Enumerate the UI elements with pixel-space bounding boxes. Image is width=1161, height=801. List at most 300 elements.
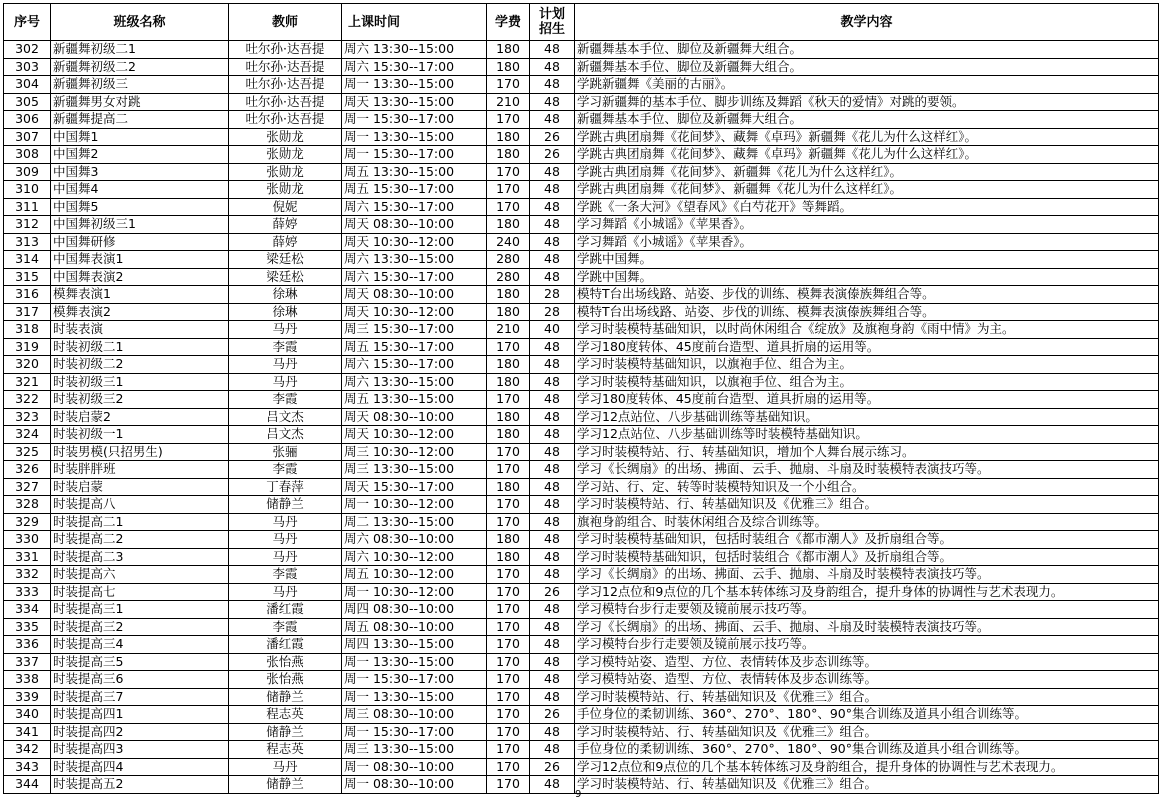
cell-class-name: 中国舞初级三1: [51, 216, 229, 234]
cell-fee: 170: [487, 618, 530, 636]
cell-class-name: 中国舞表演1: [51, 251, 229, 269]
cell-fee: 180: [487, 548, 530, 566]
cell-time: 周五 15:30--17:00: [342, 181, 487, 199]
cell-teacher: 吐尔孙·达吾提: [229, 41, 342, 59]
cell-fee: 280: [487, 251, 530, 269]
cell-fee: 180: [487, 58, 530, 76]
cell-fee: 170: [487, 636, 530, 654]
cell-class-name: 新疆舞初级二2: [51, 58, 229, 76]
cell-quota: 48: [530, 216, 575, 234]
cell-fee: 170: [487, 513, 530, 531]
cell-fee: 180: [487, 146, 530, 164]
cell-quota: 26: [530, 128, 575, 146]
cell-teacher: 吐尔孙·达吾提: [229, 58, 342, 76]
table-row: [4, 408, 1159, 426]
cell-class-name: 时装提高二3: [51, 548, 229, 566]
cell-class-name: 时装提高三7: [51, 688, 229, 706]
cell-class-name: 中国舞4: [51, 181, 229, 199]
cell-quota: 48: [530, 653, 575, 671]
cell-fee: 170: [487, 496, 530, 514]
cell-time: 周一 15:30--17:00: [342, 146, 487, 164]
cell-fee: 180: [487, 41, 530, 59]
cell-fee: 170: [487, 391, 530, 409]
cell-teacher: 张勋龙: [229, 181, 342, 199]
cell-time: 周六 15:30--17:00: [342, 356, 487, 374]
cell-fee: 170: [487, 181, 530, 199]
cell-time: 周天 08:30--10:00: [342, 216, 487, 234]
cell-time: 周六 08:30--10:00: [342, 531, 487, 549]
cell-content: 学跳新疆舞《美丽的古丽》。: [575, 76, 1159, 94]
cell-fee: 170: [487, 111, 530, 129]
cell-quota: 26: [530, 583, 575, 601]
table-row: [4, 58, 1159, 76]
table-row: [4, 706, 1159, 724]
cell-teacher: 张勋龙: [229, 146, 342, 164]
cell-id: 318: [4, 321, 51, 339]
cell-fee: 180: [487, 286, 530, 304]
cell-class-name: 时装初级一1: [51, 426, 229, 444]
cell-quota: 48: [530, 688, 575, 706]
cell-id: 317: [4, 303, 51, 321]
cell-class-name: 模舞表演1: [51, 286, 229, 304]
table-row: [4, 163, 1159, 181]
cell-fee: 170: [487, 566, 530, 584]
table-row: [4, 443, 1159, 461]
cell-time: 周天 10:30--12:00: [342, 426, 487, 444]
cell-class-name: 时装提高四1: [51, 706, 229, 724]
cell-time: 周天 08:30--10:00: [342, 286, 487, 304]
cell-id: 311: [4, 198, 51, 216]
table-row: [4, 111, 1159, 129]
cell-quota: 48: [530, 251, 575, 269]
cell-id: 335: [4, 618, 51, 636]
cell-content: 学习模特台步行走要领及镜前展示技巧等。: [575, 601, 1159, 619]
cell-time: 周一 08:30--10:00: [342, 776, 487, 794]
cell-id: 339: [4, 688, 51, 706]
cell-class-name: 时装初级三2: [51, 391, 229, 409]
cell-time: 周天 10:30--12:00: [342, 233, 487, 251]
cell-teacher: 马丹: [229, 758, 342, 776]
cell-content: 学习《长绸扇》的出场、拂面、云手、抛扇、斗扇及时装模特表演技巧等。: [575, 566, 1159, 584]
cell-content: 新疆舞基本手位、脚位及新疆舞大组合。: [575, 41, 1159, 59]
table-row: [4, 723, 1159, 741]
cell-class-name: 时装提高三2: [51, 618, 229, 636]
cell-quota: 48: [530, 111, 575, 129]
cell-teacher: 储静兰: [229, 776, 342, 794]
cell-id: 302: [4, 41, 51, 59]
cell-teacher: 储静兰: [229, 496, 342, 514]
table-row: [4, 233, 1159, 251]
cell-class-name: 时装提高三6: [51, 671, 229, 689]
table-row: [4, 338, 1159, 356]
cell-teacher: 吕文杰: [229, 408, 342, 426]
table-row: [4, 146, 1159, 164]
cell-class-name: 时装提高二1: [51, 513, 229, 531]
cell-fee: 180: [487, 531, 530, 549]
table-row: [4, 601, 1159, 619]
cell-class-name: 时装启蒙2: [51, 408, 229, 426]
header-row: [4, 4, 1159, 41]
cell-id: 324: [4, 426, 51, 444]
cell-class-name: 中国舞1: [51, 128, 229, 146]
cell-fee: 180: [487, 408, 530, 426]
table-row: [4, 356, 1159, 374]
cell-content: 学跳古典团扇舞《花间梦》、新疆舞《花儿为什么这样红》。: [575, 181, 1159, 199]
cell-fee: 180: [487, 373, 530, 391]
cell-id: 309: [4, 163, 51, 181]
cell-class-name: 时装初级二2: [51, 356, 229, 374]
cell-content: 学习时装模特站、行、转基础知识及《优雅三》组合。: [575, 723, 1159, 741]
table-row: [4, 198, 1159, 216]
cell-time: 周五 13:30--15:00: [342, 163, 487, 181]
cell-quota: 48: [530, 268, 575, 286]
cell-teacher: 丁春萍: [229, 478, 342, 496]
cell-id: 341: [4, 723, 51, 741]
cell-time: 周天 15:30--17:00: [342, 478, 487, 496]
cell-class-name: 时装提高二2: [51, 531, 229, 549]
cell-fee: 170: [487, 653, 530, 671]
cell-content: 学习时装模特基础知识，以旗袍手位、组合为主。: [575, 356, 1159, 374]
cell-teacher: 李霞: [229, 566, 342, 584]
cell-quota: 48: [530, 566, 575, 584]
cell-class-name: 时装提高三5: [51, 653, 229, 671]
cell-time: 周一 10:30--12:00: [342, 583, 487, 601]
cell-content: 学跳古典团扇舞《花间梦》、藏舞《卓玛》新疆舞《花儿为什么这样红》。: [575, 146, 1159, 164]
cell-content: 学习时装模特基础知识，以时尚休闲组合《绽放》及旗袍身韵《雨中情》为主。: [575, 321, 1159, 339]
cell-content: 学习180度转体、45度前台造型、道具折扇的运用等。: [575, 391, 1159, 409]
cell-id: 344: [4, 776, 51, 794]
cell-id: 325: [4, 443, 51, 461]
cell-teacher: 马丹: [229, 531, 342, 549]
cell-quota: 48: [530, 601, 575, 619]
cell-teacher: 吐尔孙·达吾提: [229, 111, 342, 129]
cell-teacher: 吐尔孙·达吾提: [229, 76, 342, 94]
cell-quota: 48: [530, 723, 575, 741]
cell-time: 周六 13:30--15:00: [342, 251, 487, 269]
cell-fee: 180: [487, 128, 530, 146]
cell-id: 306: [4, 111, 51, 129]
cell-teacher: 吕文杰: [229, 426, 342, 444]
cell-teacher: 张骊: [229, 443, 342, 461]
cell-id: 337: [4, 653, 51, 671]
cell-quota: 48: [530, 181, 575, 199]
cell-teacher: 潘红霞: [229, 601, 342, 619]
cell-content: 旗袍身韵组合、时装休闲组合及综合训练等。: [575, 513, 1159, 531]
table-row: [4, 583, 1159, 601]
cell-time: 周三 13:30--15:00: [342, 461, 487, 479]
table-row: [4, 478, 1159, 496]
cell-time: 周一 10:30--12:00: [342, 496, 487, 514]
table-row: [4, 373, 1159, 391]
cell-time: 周六 15:30--17:00: [342, 198, 487, 216]
cell-content: 学习时装模特站、行、转基础知识及《优雅三》组合。: [575, 496, 1159, 514]
cell-time: 周一 15:30--17:00: [342, 723, 487, 741]
cell-content: 学习12点位和9点位的几个基本转体练习及身韵组合，提升身体的协调性与艺术表现力。: [575, 583, 1159, 601]
cell-content: 新疆舞基本手位、脚位及新疆舞大组合。: [575, 111, 1159, 129]
table-row: [4, 496, 1159, 514]
cell-time: 周六 15:30--17:00: [342, 268, 487, 286]
cell-content: 学习时装模特站、行、转基础知识及《优雅三》组合。: [575, 776, 1159, 794]
cell-quota: 48: [530, 548, 575, 566]
cell-teacher: 李霞: [229, 618, 342, 636]
table-row: [4, 268, 1159, 286]
cell-time: 周三 13:30--15:00: [342, 741, 487, 759]
cell-teacher: 张勋龙: [229, 128, 342, 146]
table-row: [4, 181, 1159, 199]
cell-time: 周五 10:30--12:00: [342, 566, 487, 584]
cell-quota: 48: [530, 496, 575, 514]
cell-id: 333: [4, 583, 51, 601]
cell-class-name: 时装男模(只招男生): [51, 443, 229, 461]
cell-time: 周一 13:30--15:00: [342, 653, 487, 671]
cell-time: 周天 13:30--15:00: [342, 93, 487, 111]
cell-content: 学跳古典团扇舞《花间梦》、新疆舞《花儿为什么这样红》。: [575, 163, 1159, 181]
cell-time: 周一 13:30--15:00: [342, 128, 487, 146]
cell-class-name: 新疆舞提高二: [51, 111, 229, 129]
header-quota-line1: 计划: [538, 7, 565, 22]
table-row: [4, 41, 1159, 59]
table-row: [4, 461, 1159, 479]
cell-content: 学习《长绸扇》的出场、拂面、云手、抛扇、斗扇及时装模特表演技巧等。: [575, 461, 1159, 479]
course-table: [3, 3, 1159, 794]
cell-content: 学习时装模特站、行、转基础知识及《优雅三》组合。: [575, 688, 1159, 706]
header-id: 序号: [4, 4, 51, 41]
cell-id: 321: [4, 373, 51, 391]
cell-fee: 170: [487, 776, 530, 794]
table-row: [4, 321, 1159, 339]
cell-fee: 170: [487, 706, 530, 724]
cell-teacher: 马丹: [229, 548, 342, 566]
header-quota-line2: 招生: [538, 22, 565, 37]
table-row: [4, 548, 1159, 566]
cell-id: 310: [4, 181, 51, 199]
cell-id: 340: [4, 706, 51, 724]
cell-id: 331: [4, 548, 51, 566]
table-row: [4, 618, 1159, 636]
cell-class-name: 新疆舞初级二1: [51, 41, 229, 59]
cell-content: 模特T台出场线路、站姿、步伐的训练、模舞表演傣族舞组合等。: [575, 286, 1159, 304]
table-row: [4, 513, 1159, 531]
cell-time: 周一 15:30--17:00: [342, 671, 487, 689]
cell-id: 315: [4, 268, 51, 286]
cell-teacher: 张怡燕: [229, 653, 342, 671]
cell-content: 学习时装模特基础知识，包括时装组合《都市潮人》及折扇组合等。: [575, 548, 1159, 566]
cell-teacher: 李霞: [229, 338, 342, 356]
cell-teacher: 储静兰: [229, 723, 342, 741]
cell-content: 学习时装模特站、行、转基础知识，增加个人舞台展示练习。: [575, 443, 1159, 461]
cell-time: 周六 13:30--15:00: [342, 373, 487, 391]
cell-time: 周天 10:30--12:00: [342, 303, 487, 321]
cell-quota: 48: [530, 163, 575, 181]
cell-quota: 48: [530, 408, 575, 426]
cell-id: 313: [4, 233, 51, 251]
cell-quota: 48: [530, 513, 575, 531]
cell-fee: 170: [487, 601, 530, 619]
cell-fee: 170: [487, 461, 530, 479]
header-quota: [530, 4, 575, 41]
cell-fee: 170: [487, 758, 530, 776]
cell-quota: 28: [530, 286, 575, 304]
cell-quota: 48: [530, 93, 575, 111]
table-row: [4, 653, 1159, 671]
cell-teacher: 梁廷松: [229, 251, 342, 269]
cell-time: 周一 15:30--17:00: [342, 111, 487, 129]
table-row: [4, 531, 1159, 549]
cell-time: 周五 13:30--15:00: [342, 391, 487, 409]
cell-class-name: 模舞表演2: [51, 303, 229, 321]
cell-quota: 48: [530, 356, 575, 374]
table-row: [4, 741, 1159, 759]
table-row: [4, 303, 1159, 321]
cell-class-name: 时装提高八: [51, 496, 229, 514]
cell-time: 周三 08:30--10:00: [342, 706, 487, 724]
cell-content: 学习舞蹈《小城谣》《苹果香》。: [575, 216, 1159, 234]
cell-fee: 170: [487, 443, 530, 461]
cell-id: 316: [4, 286, 51, 304]
cell-id: 307: [4, 128, 51, 146]
cell-id: 328: [4, 496, 51, 514]
table-row: [4, 426, 1159, 444]
cell-id: 334: [4, 601, 51, 619]
cell-id: 320: [4, 356, 51, 374]
cell-fee: 170: [487, 671, 530, 689]
table-row: [4, 76, 1159, 94]
cell-teacher: 马丹: [229, 583, 342, 601]
cell-content: 学跳古典团扇舞《花间梦》、藏舞《卓玛》新疆舞《花儿为什么这样红》。: [575, 128, 1159, 146]
cell-content: 学习180度转体、45度前台造型、道具折扇的运用等。: [575, 338, 1159, 356]
cell-quota: 48: [530, 76, 575, 94]
cell-time: 周五 08:30--10:00: [342, 618, 487, 636]
header-class-name: 班级名称: [51, 4, 229, 41]
cell-teacher: 程志英: [229, 706, 342, 724]
cell-class-name: 中国舞3: [51, 163, 229, 181]
cell-fee: 180: [487, 303, 530, 321]
cell-id: 323: [4, 408, 51, 426]
cell-id: 329: [4, 513, 51, 531]
cell-fee: 170: [487, 163, 530, 181]
cell-quota: 48: [530, 58, 575, 76]
header-fee: 学费: [487, 4, 530, 41]
cell-content: 学习模特站姿、造型、方位、表情转体及步态训练等。: [575, 671, 1159, 689]
cell-teacher: 倪妮: [229, 198, 342, 216]
cell-class-name: 新疆舞男女对跳: [51, 93, 229, 111]
cell-quota: 48: [530, 338, 575, 356]
cell-id: 303: [4, 58, 51, 76]
cell-fee: 180: [487, 216, 530, 234]
cell-fee: 280: [487, 268, 530, 286]
cell-teacher: 张勋龙: [229, 163, 342, 181]
cell-teacher: 薛婷: [229, 216, 342, 234]
cell-teacher: 储静兰: [229, 688, 342, 706]
cell-content: 手位身位的柔韧训练、360°、270°、180°、90°集合训练及道具小组合训练等。: [575, 741, 1159, 759]
cell-quota: 26: [530, 706, 575, 724]
cell-class-name: 时装提高六: [51, 566, 229, 584]
cell-teacher: 马丹: [229, 513, 342, 531]
cell-content: 模特T台出场线路、站姿、步伐的训练、模舞表演傣族舞组合等。: [575, 303, 1159, 321]
cell-id: 305: [4, 93, 51, 111]
cell-time: 周四 13:30--15:00: [342, 636, 487, 654]
table-row: [4, 636, 1159, 654]
cell-id: 327: [4, 478, 51, 496]
cell-time: 周六 13:30--15:00: [342, 41, 487, 59]
cell-id: 343: [4, 758, 51, 776]
cell-time: 周六 15:30--17:00: [342, 58, 487, 76]
cell-class-name: 时装提高五2: [51, 776, 229, 794]
cell-teacher: 马丹: [229, 356, 342, 374]
cell-time: 周五 15:30--17:00: [342, 338, 487, 356]
table-row: [4, 688, 1159, 706]
cell-teacher: 潘红霞: [229, 636, 342, 654]
cell-content: 学习模特站姿、造型、方位、表情转体及步态训练等。: [575, 653, 1159, 671]
cell-id: 312: [4, 216, 51, 234]
cell-id: 319: [4, 338, 51, 356]
cell-quota: 48: [530, 636, 575, 654]
cell-class-name: 时装表演: [51, 321, 229, 339]
cell-teacher: 梁廷松: [229, 268, 342, 286]
cell-time: 周一 13:30--15:00: [342, 688, 487, 706]
header-content: 教学内容: [575, 4, 1159, 41]
cell-class-name: 时装启蒙: [51, 478, 229, 496]
cell-teacher: 李霞: [229, 391, 342, 409]
cell-content: 学习新疆舞的基本手位、脚步训练及舞蹈《秋天的爱情》对跳的要领。: [575, 93, 1159, 111]
page-number: 9: [575, 789, 582, 800]
cell-teacher: 程志英: [229, 741, 342, 759]
cell-time: 周天 08:30--10:00: [342, 408, 487, 426]
table-row: [4, 251, 1159, 269]
cell-class-name: 中国舞2: [51, 146, 229, 164]
cell-id: 338: [4, 671, 51, 689]
cell-class-name: 时装初级三1: [51, 373, 229, 391]
cell-quota: 48: [530, 461, 575, 479]
cell-fee: 170: [487, 198, 530, 216]
cell-content: 学跳中国舞。: [575, 251, 1159, 269]
cell-fee: 170: [487, 723, 530, 741]
table-row: [4, 566, 1159, 584]
cell-quota: 48: [530, 41, 575, 59]
cell-id: 330: [4, 531, 51, 549]
cell-id: 326: [4, 461, 51, 479]
cell-fee: 170: [487, 76, 530, 94]
cell-time: 周三 15:30--17:00: [342, 321, 487, 339]
cell-fee: 180: [487, 426, 530, 444]
cell-teacher: 徐琳: [229, 303, 342, 321]
cell-id: 332: [4, 566, 51, 584]
cell-content: 学跳《一条大河》《望春风》《白芍花开》等舞蹈。: [575, 198, 1159, 216]
cell-time: 周六 10:30--12:00: [342, 548, 487, 566]
cell-time: 周四 08:30--10:00: [342, 601, 487, 619]
table-row: [4, 391, 1159, 409]
cell-teacher: 马丹: [229, 321, 342, 339]
table-row: [4, 286, 1159, 304]
cell-quota: 48: [530, 198, 575, 216]
cell-content: 学习时装模特基础知识，包括时装组合《都市潮人》及折扇组合等。: [575, 531, 1159, 549]
table-row: [4, 93, 1159, 111]
cell-fee: 210: [487, 93, 530, 111]
cell-content: 学习12点位和9点位的几个基本转体练习及身韵组合，提升身体的协调性与艺术表现力。: [575, 758, 1159, 776]
cell-quota: 48: [530, 478, 575, 496]
cell-content: 学习站、行、定、转等时装模特知识及一个小组合。: [575, 478, 1159, 496]
cell-quota: 28: [530, 303, 575, 321]
cell-teacher: 吐尔孙·达吾提: [229, 93, 342, 111]
cell-class-name: 中国舞5: [51, 198, 229, 216]
cell-quota: 26: [530, 758, 575, 776]
cell-quota: 48: [530, 671, 575, 689]
cell-fee: 180: [487, 356, 530, 374]
cell-quota: 26: [530, 146, 575, 164]
cell-fee: 170: [487, 583, 530, 601]
cell-quota: 48: [530, 233, 575, 251]
cell-time: 周一 13:30--15:00: [342, 76, 487, 94]
